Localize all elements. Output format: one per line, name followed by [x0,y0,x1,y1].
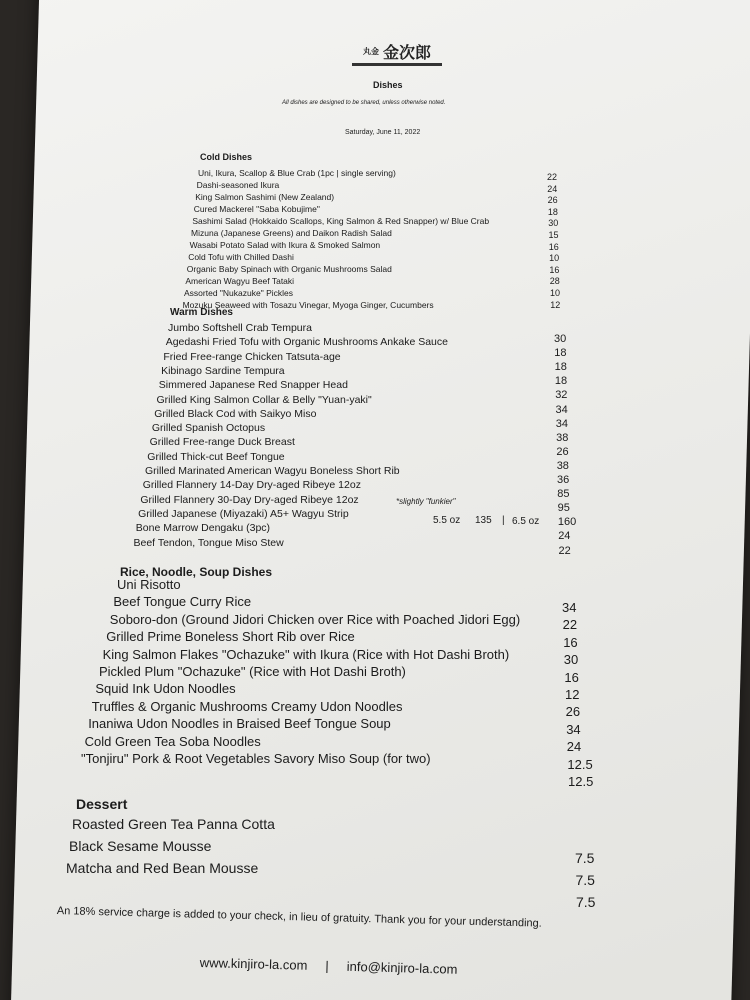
dish-price: 16 [549,264,560,275]
dish-name: Grilled Spanish Octopus [151,422,266,435]
dish-name: Squid Ink Udon Noodles [95,681,236,697]
dish-name: Grilled Free-range Duck Breast [149,436,295,449]
service-charge-note: An 18% service charge is added to your check, in lieu of gratuity. Thank you for your understanding. [56,905,542,930]
dish-name: Uni Risotto [117,577,181,592]
logo-underline [352,63,442,66]
dish-name: Sashimi Salad (Hokkaido Scallops, King Salmon & Red Snapper) w/ Blue Crab [192,216,490,226]
logo-text: 金次郎 [382,42,431,62]
dish-price: 38 [556,459,569,472]
dish-price: 7.5 [575,872,595,888]
dish-price: 16 [548,241,559,252]
contact-line [200,955,458,977]
dish-name: Cold Green Tea Soba Noodles [84,733,261,749]
dish-price: 30 [548,218,559,229]
dish-price: 16 [564,669,579,685]
dish-price: 12 [550,299,561,310]
dish-price: 95 [557,502,570,515]
dish-name: Grilled Flannery 30-Day Dry-aged Ribeye 12oz [140,493,359,506]
dish-price: 26 [547,195,558,206]
dish-price: 160 [557,516,577,529]
dish-name: Matcha and Red Bean Mousse [66,860,259,876]
dish-name: Grilled Thick-cut Beef Tongue [147,450,285,463]
dish-price: 15 [548,230,559,240]
dish-name: Dashi-seasoned Ikura [196,180,280,190]
dish-price: 18 [554,347,567,360]
wagyu-large-size: 6.5 oz [512,516,540,527]
dish-name: Grilled Flannery 14-Day Dry-aged Ribeye 12oz [142,479,361,492]
dish-name: Grilled Japanese (Miyazaki) A5+ Wagyu Strip [138,507,349,520]
dish-price: 85 [557,488,570,501]
logo-mark: 丸金 [362,45,379,56]
dish-name: Agedashi Fried Tofu with Organic Mushrooms Ankake Sauce [165,336,448,349]
dish-price: 24 [558,530,571,543]
dish-name: Assorted "Nukazuke" Pickles [184,288,294,298]
dish-name: Cold Tofu with Chilled Dashi [188,252,294,262]
dish-price: 16 [563,634,578,650]
dish-price: 12.5 [567,756,593,772]
dish-price: 34 [555,417,569,430]
dish-price: 18 [547,206,558,217]
menu-date: Saturday, June 11, 2022 [345,129,421,136]
wagyu-small-price: 135 [475,515,492,526]
section-heading-cold: Cold Dishes [200,152,253,162]
dish-price: 24 [547,183,558,194]
dish-name: Grilled Prime Boneless Short Rib over Rice [106,629,355,645]
section-heading-rice: Rice, Noodle, Soup Dishes [120,565,273,579]
dish-name: Black Sesame Mousse [69,838,212,854]
dish-price: 26 [565,704,581,720]
dish-price: 34 [566,721,581,737]
dish-name: King Salmon Sashimi (New Zealand) [195,192,335,202]
dish-name: Grilled King Salmon Collar & Belly "Yuan-yaki" [156,393,372,406]
dish-price: 34 [562,600,577,615]
dish-name: Roasted Green Tea Panna Cotta [72,816,275,832]
dish-name: Grilled Black Cod with Saikyo Miso [154,407,317,420]
website-link[interactable]: www.kinjiro-la.com [199,955,308,973]
dish-name: King Salmon Flakes "Ochazuke" with Ikura (Rice with Hot Dashi Broth) [102,646,510,662]
dish-name: Beef Tongue Curry Rice [113,594,252,610]
dish-name: Beef Tendon, Tongue Miso Stew [133,536,284,549]
dish-price: 12 [565,687,580,702]
dish-price: 28 [549,276,560,287]
section-heading-warm: Warm Dishes [170,307,233,318]
dish-name: Wasabi Potato Salad with Ikura & Smoked Salmon [189,240,381,250]
dish-name: Mizuna (Japanese Greens) and Daikon Radish Salad [191,228,392,238]
dish-name: Inaniwa Udon Noodles in Braised Beef Tongue Soup [88,716,391,732]
dish-price: 24 [566,739,582,755]
dish-name: Grilled Marinated American Wagyu Boneless Short Rib [145,465,400,477]
dish-name: Uni, Ikura, Scallop & Blue Crab (1pc | single serving) [198,168,396,178]
dish-price: 7.5 [575,850,595,866]
dish-price: 30 [563,652,579,668]
dish-name: "Tonjiru" Pork & Root Vegetables Savory Miso Soup (for two) [81,751,431,766]
dish-name: Fried Free-range Chicken Tatsuta-age [163,350,341,363]
dish-price: 36 [557,474,570,486]
dish-price: 22 [558,544,571,557]
dish-price: 18 [554,375,568,388]
page-subtitle: All dishes are designed to be shared, unless otherwise noted. [282,100,446,106]
dish-price: 32 [555,389,568,402]
dish-price: 18 [554,361,567,374]
email-link[interactable]: info@kinjiro-la.com [346,958,458,977]
section-heading-dessert: Dessert [76,796,128,812]
dish-name: Soboro-don (Ground Jidori Chicken over Rice with Poached Jidori Egg) [109,611,521,627]
page-title: Dishes [373,80,403,90]
dish-name: Simmered Japanese Red Snapper Head [158,379,348,392]
dish-price: 34 [555,403,568,416]
dish-price: 12.5 [568,774,594,789]
dish-name: Jumbo Softshell Crab Tempura [168,322,312,334]
dish-price: 30 [554,333,567,345]
dish-name: American Wagyu Beef Tataki [185,276,295,286]
dish-price: 10 [550,288,561,298]
ribeye-funkier-note: *slightly "funkier" [396,497,456,506]
dish-name: Bone Marrow Dengaku (3pc) [135,522,271,535]
dish-name: Truffles & Organic Mushrooms Creamy Udon Noodles [91,698,403,714]
dish-name: Cured Mackerel "Saba Kobujime" [193,204,320,214]
dish-price: 10 [549,253,560,264]
dish-name: Mozuku Seaweed with Tosazu Vinegar, Myoga Ginger, Cucumbers [182,300,434,310]
dish-price: 7.5 [576,894,596,910]
dish-name: Organic Baby Spinach with Organic Mushrooms Salad [186,264,392,274]
restaurant-logo [352,38,442,64]
wagyu-small-size: 5.5 oz [433,515,461,526]
dish-price: 26 [556,445,569,458]
contact-divider: | [325,958,329,974]
dish-name: Pickled Plum "Ochazuke" (Rice with Hot Dashi Broth) [99,664,406,679]
wagyu-divider: | [502,515,505,526]
dish-price: 22 [547,172,558,182]
dish-name: Kibinago Sardine Tempura [161,364,285,377]
dish-price: 22 [562,617,578,633]
dish-price: 38 [556,431,569,444]
